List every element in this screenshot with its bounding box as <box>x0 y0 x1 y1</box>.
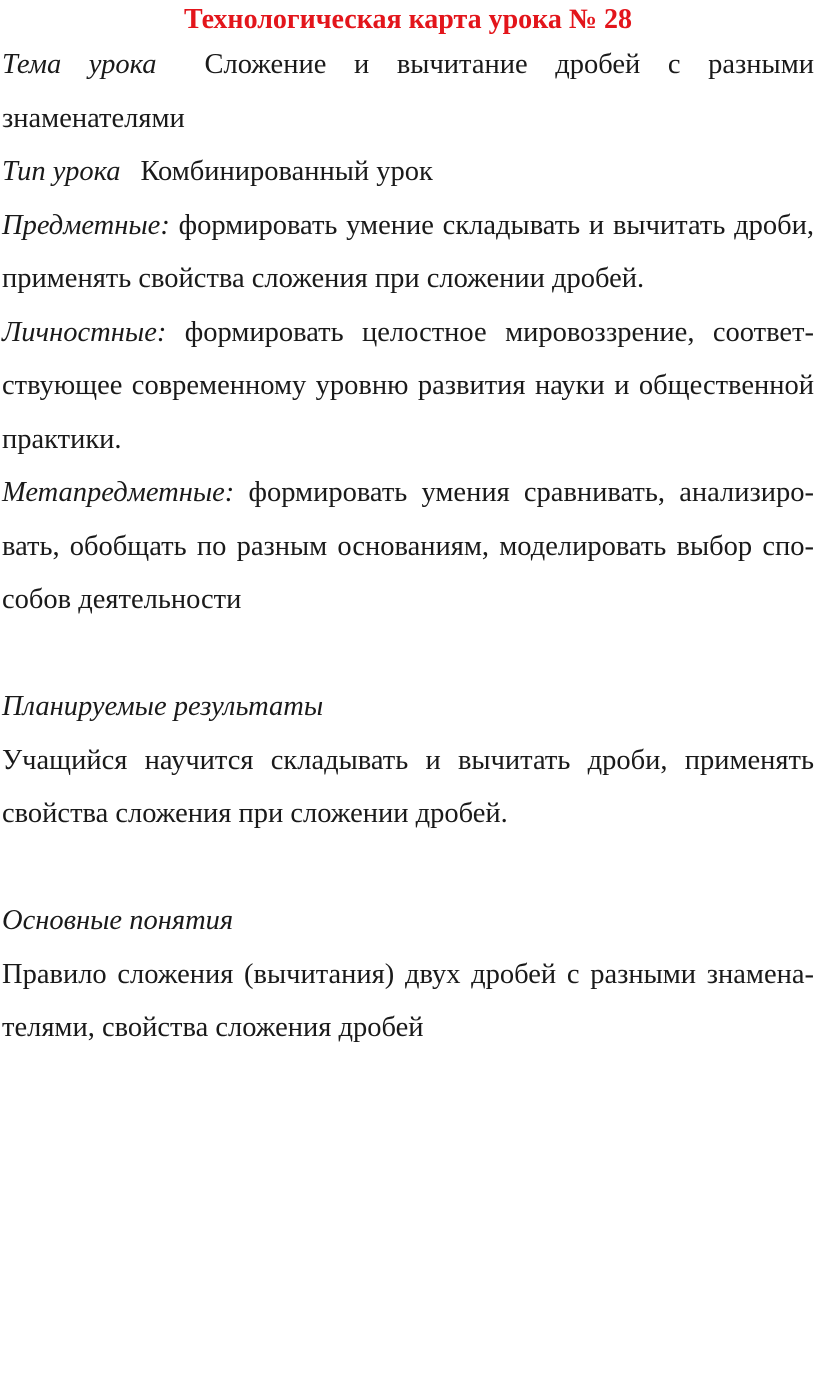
planned-results-text: Учащийся научится складывать и вычитать дроби, применять свойства сложения при сложении дробей. <box>2 744 814 829</box>
page-title: Технологическая карта урока № 28 <box>183 4 633 35</box>
personal-goals-text: формировать целостное мировоззрение, соответствующее современному уровню развития науки и общественной практики. <box>2 316 815 455</box>
planned-results-heading: Планируемые результаты <box>2 691 324 722</box>
subject-goals-paragraph <box>2 199 814 306</box>
topic-paragraph <box>2 38 814 145</box>
lesson-type-label: Тип урока <box>2 156 121 187</box>
spacer <box>2 627 814 681</box>
lesson-type-paragraph <box>2 145 814 199</box>
topic-label: Тема урока <box>2 49 157 80</box>
metasubject-goals-text: формировать умения сравнивать, анализировать, обобщать по разным основаниям, моделировать выбор способов деятельности <box>2 477 815 615</box>
personal-goals-label: Личностные: <box>2 316 167 348</box>
key-concepts-text: Правило сложения (вычитания) двух дробей с разными знаменателями, свойства сложения дробей <box>2 958 814 1043</box>
lesson-type-text: Комбинированный урок <box>140 156 433 187</box>
subject-goals-text: формировать умение складывать и вычитать дроби, применять свойства сложения при сложении дробей. <box>2 209 815 294</box>
spacer <box>2 841 814 895</box>
personal-goals-paragraph <box>2 306 814 467</box>
metasubject-goals-label: Метапредметные: <box>2 477 235 508</box>
key-concepts-heading: Основные понятия <box>2 905 234 936</box>
topic-text: Сложение и вычитание дробей с разными знаменателями <box>2 49 814 134</box>
subject-goals-label: Предметные: <box>2 209 170 241</box>
metasubject-goals-paragraph <box>2 466 814 627</box>
